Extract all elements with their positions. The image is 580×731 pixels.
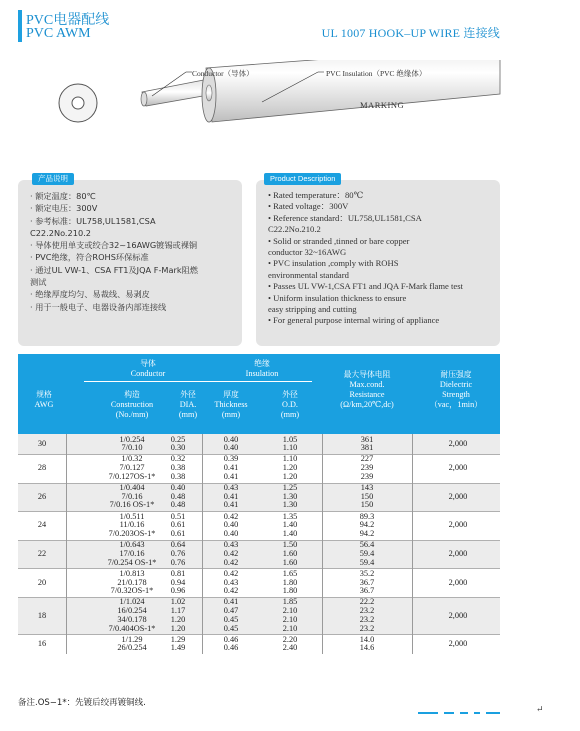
- wire-diagram: [0, 60, 580, 160]
- footnote: 备注.OS−1*：先镀后绞再镀铜线.: [18, 698, 146, 708]
- awg-cell: 22: [37, 549, 47, 558]
- construction-cell: 1/0.404: [119, 483, 145, 492]
- description-cn-list: [30, 190, 236, 313]
- resistance-cell: 56.4: [359, 540, 375, 550]
- thickness-cell: 0.42: [223, 568, 239, 578]
- dia-cell: 0.64: [170, 540, 186, 550]
- construction-cell: 17/0.16: [119, 548, 145, 558]
- dia-cell: 0.38: [170, 471, 186, 481]
- dielectric-strength-cell: 2,000: [448, 549, 468, 558]
- dielectric-strength-cell: 2,000: [448, 520, 468, 530]
- dielectric-strength-cell: 2,000: [448, 639, 468, 649]
- th-dia-cn: 外径: [180, 390, 196, 399]
- th-awg-en: AWG: [34, 400, 54, 409]
- thickness-cell: 0.42: [223, 586, 239, 596]
- th-thickness-en: Thickness: [214, 400, 248, 409]
- thickness-cell: 0.40: [223, 520, 239, 530]
- description-cn-item: · 用于一般电子、电器设备内部连接线: [30, 301, 167, 312]
- description-en-item: • For general purpose internal wiring of appliance: [268, 315, 440, 326]
- th-strength-en: Dielectric: [439, 380, 473, 389]
- description-cn-item: · 额定温度：80℃: [30, 191, 96, 201]
- awg-cell: 28: [37, 463, 47, 473]
- th-awg-cn: 规格: [36, 390, 52, 399]
- construction-cell: 1/0.254: [119, 434, 145, 444]
- thickness-cell: 0.40: [223, 443, 239, 453]
- resistance-cell: 35.2: [359, 568, 375, 578]
- od-cell: 1.20: [282, 463, 298, 473]
- spec-table-header: [18, 354, 500, 434]
- od-cell: 1.35: [282, 511, 298, 521]
- th-resistance-cn: 最大导体电阻: [343, 370, 391, 379]
- th-construction-cn: 构造: [124, 390, 140, 399]
- th-insulation-rule: [210, 381, 312, 382]
- thickness-cell: 0.39: [223, 454, 239, 464]
- resistance-cell: 23.2: [359, 614, 375, 624]
- dia-cell: 0.61: [170, 520, 186, 530]
- th-od-unit: (mm): [280, 410, 300, 419]
- description-cn-panel: [18, 174, 242, 346]
- dielectric-strength-cell: 2,000: [448, 463, 468, 473]
- construction-cell: 7/0.254 OS-1*: [107, 557, 157, 567]
- th-resistance-unit: (Ω/km,20℃,dc): [340, 400, 394, 409]
- construction-cell: 1/1.024: [119, 597, 145, 607]
- resistance-cell: 239: [360, 463, 374, 473]
- description-cn-item: · 绝缘厚度均匀、易裁线、易剥皮: [30, 289, 150, 300]
- description-en-item: • Uniform insulation thickness to ensure: [268, 292, 407, 303]
- thickness-cell: 0.41: [223, 500, 239, 510]
- od-cell: 2.10: [282, 623, 298, 633]
- description-en-item: • Rated voltage：300V: [268, 201, 349, 212]
- resistance-cell: 36.7: [359, 577, 375, 587]
- construction-cell: 7/0.32OS-1*: [110, 586, 154, 596]
- th-strength-unit: （vac，1min）: [429, 400, 483, 409]
- thickness-cell: 0.42: [223, 557, 239, 567]
- resistance-cell: 94.2: [359, 529, 375, 538]
- dia-cell: 1.49: [170, 643, 186, 653]
- th-insulation-cn: 绝缘: [254, 359, 270, 368]
- thickness-cell: 0.42: [223, 511, 239, 521]
- construction-cell: 1/1.29: [121, 634, 143, 644]
- od-cell: 1.60: [282, 548, 298, 558]
- description-en-item: environmental standard: [268, 269, 349, 280]
- resistance-cell: 143: [360, 483, 374, 492]
- thickness-cell: 0.43: [223, 540, 239, 550]
- conductor-label: Conductor（导体）: [192, 69, 254, 78]
- thickness-cell: 0.40: [223, 529, 239, 538]
- title-accent-bar: [18, 10, 22, 42]
- th-conductor-cn: 导体: [140, 359, 156, 368]
- construction-cell: 7/0.16: [121, 491, 143, 501]
- od-cell: 2.10: [282, 606, 298, 616]
- od-cell: 1.80: [282, 586, 298, 596]
- construction-cell: 1/0.643: [119, 540, 145, 550]
- resistance-cell: 22.2: [359, 597, 375, 607]
- construction-cell: 21/0.178: [117, 577, 147, 587]
- column-divider: [322, 434, 323, 654]
- dia-cell: 0.30: [170, 443, 186, 453]
- od-cell: 1.10: [282, 443, 298, 453]
- dielectric-strength-cell: 2,000: [448, 577, 468, 587]
- od-cell: 2.40: [282, 643, 298, 653]
- dia-cell: 0.40: [170, 483, 186, 492]
- th-conductor-rule: [84, 381, 212, 382]
- od-cell: 1.50: [282, 540, 298, 550]
- marking-label: MARKING: [360, 100, 405, 110]
- thickness-cell: 0.46: [223, 643, 239, 653]
- construction-cell: 16/0.254: [117, 606, 147, 616]
- od-cell: 1.80: [282, 577, 298, 587]
- construction-cell: 34/0.178: [117, 614, 147, 624]
- od-cell: 1.30: [282, 500, 298, 510]
- row-divider: [18, 454, 500, 455]
- construction-cell: 7/0.16 OS-1*: [109, 500, 155, 510]
- dia-cell: 1.17: [170, 606, 186, 616]
- thickness-cell: 0.41: [223, 463, 239, 473]
- construction-cell: 1/0.32: [121, 454, 143, 464]
- dia-cell: 1.02: [170, 597, 186, 607]
- resistance-cell: 227: [360, 454, 374, 464]
- od-cell: 2.10: [282, 614, 298, 624]
- construction-cell: 7/0.203OS-1*: [108, 529, 156, 538]
- awg-cell: 20: [37, 577, 47, 587]
- resistance-cell: 14.6: [359, 643, 375, 653]
- construction-cell: 7/0.10: [121, 443, 143, 453]
- row-divider: [18, 483, 500, 484]
- resistance-cell: 94.2: [359, 520, 375, 530]
- od-cell: 1.65: [282, 568, 298, 578]
- description-cn-item: · 通过UL VW-1、CSA FT1及JQA F-Mark阻燃: [30, 264, 198, 275]
- construction-cell: 26/0.254: [117, 643, 147, 653]
- description-en-item: C22.2No.210.2: [268, 224, 321, 235]
- description-en-item: • PVC insulation ,comply with ROHS: [268, 258, 399, 269]
- th-dia-unit: (mm): [178, 410, 198, 419]
- resistance-cell: 59.4: [359, 548, 375, 558]
- product-title: UL 1007 HOOK–UP WIRE 连接线: [321, 26, 500, 40]
- construction-cell: 7/0.127: [119, 463, 145, 473]
- th-resistance-en2: Resistance: [349, 390, 385, 399]
- resistance-cell: 23.2: [359, 606, 375, 616]
- resistance-cell: 14.0: [359, 634, 375, 644]
- awg-cell: 16: [37, 639, 47, 649]
- wire-illustration: [0, 60, 580, 160]
- resistance-cell: 361: [360, 434, 374, 444]
- th-od-en: O.D.: [282, 400, 298, 409]
- resistance-cell: 89.3: [359, 511, 375, 521]
- construction-cell: 11/0.16: [119, 520, 145, 530]
- od-cell: 1.60: [282, 557, 298, 567]
- od-cell: 1.25: [282, 483, 298, 492]
- description-cn-item: · 导体使用单支或绞合32~16AWG镀锡或裸铜: [30, 240, 198, 251]
- thickness-cell: 0.43: [223, 577, 239, 587]
- description-cn-item: 测试: [30, 277, 47, 288]
- resistance-cell: 59.4: [359, 557, 375, 567]
- insulation-label: PVC Insulation（PVC 绝缘体）: [326, 69, 427, 78]
- cross-section-conductor: [72, 97, 84, 109]
- dia-cell: 1.20: [170, 623, 186, 633]
- thickness-cell: 0.47: [223, 606, 239, 616]
- description-en-tag: Product Description: [264, 173, 341, 185]
- dia-cell: 0.76: [170, 557, 186, 567]
- column-divider: [66, 434, 67, 654]
- resistance-cell: 36.7: [359, 586, 375, 596]
- thickness-cell: 0.41: [223, 471, 239, 481]
- th-od-cn: 外径: [282, 390, 298, 399]
- thickness-cell: 0.46: [223, 634, 239, 644]
- resistance-cell: 239: [360, 471, 374, 481]
- description-en-list: [268, 190, 494, 327]
- description-cn-item: · 额定电压：300V: [30, 203, 98, 214]
- od-cell: 1.30: [282, 491, 298, 501]
- dielectric-strength-cell: 2,000: [448, 438, 468, 448]
- resistance-cell: 23.2: [359, 623, 375, 633]
- od-cell: 1.05: [282, 434, 298, 444]
- description-cn-item: · 参考标准：UL758,UL1581,CSA: [30, 215, 156, 226]
- thickness-cell: 0.41: [223, 597, 239, 607]
- column-divider: [412, 434, 413, 654]
- construction-cell: 7/0.127OS-1*: [108, 471, 156, 481]
- od-cell: 1.40: [282, 520, 298, 530]
- dia-cell: 0.81: [170, 568, 186, 578]
- description-en-item: • Reference standard：UL758,UL1581,CSA: [268, 212, 422, 223]
- description-en-panel: [256, 174, 500, 346]
- description-cn-item: C22.2No.210.2: [30, 227, 91, 238]
- awg-cell: 24: [37, 520, 47, 530]
- dia-cell: 0.76: [170, 548, 186, 558]
- od-cell: 1.10: [282, 454, 298, 464]
- thickness-cell: 0.42: [223, 548, 239, 558]
- th-strength-cn: 耐压强度: [440, 370, 472, 379]
- thickness-cell: 0.45: [223, 623, 239, 633]
- page-title-cn: PVC电器配线: [26, 13, 110, 28]
- construction-cell: 1/0.813: [119, 568, 145, 578]
- dia-cell: 1.20: [170, 614, 186, 624]
- description-en-item: easy stripping and cutting: [268, 304, 357, 315]
- thickness-cell: 0.45: [223, 614, 239, 624]
- od-cell: 2.20: [282, 634, 298, 644]
- dielectric-strength-cell: 2,000: [448, 491, 468, 501]
- description-en-item: • Rated temperature：80℃: [268, 190, 364, 200]
- row-divider: [18, 511, 500, 512]
- awg-cell: 30: [37, 438, 47, 448]
- thickness-cell: 0.41: [223, 491, 239, 501]
- row-divider: [18, 597, 500, 598]
- dia-cell: 1.29: [170, 634, 186, 644]
- th-dia-en: DIA.: [179, 400, 197, 409]
- description-en-item: conductor 32~16AWG: [268, 247, 347, 258]
- description-cn-item: · PVC绝缘，符合ROHS环保标准: [30, 252, 149, 263]
- th-insulation-en: Insulation: [245, 369, 279, 378]
- thickness-cell: 0.40: [223, 434, 239, 444]
- dia-cell: 0.25: [170, 434, 186, 444]
- thickness-cell: 0.43: [223, 483, 239, 492]
- dia-cell: 0.48: [170, 491, 186, 501]
- dia-cell: 0.61: [170, 529, 186, 538]
- row-divider: [18, 540, 500, 541]
- description-en-item: • Passes UL VW-1,CSA FT1 and JQA F-Mark flame test: [268, 281, 463, 292]
- awg-cell: 26: [37, 491, 47, 501]
- dia-cell: 0.51: [170, 511, 186, 521]
- construction-cell: 1/0.511: [119, 511, 145, 521]
- construction-cell: 7/0.404OS-1*: [108, 623, 156, 633]
- dia-cell: 0.48: [170, 500, 186, 510]
- spec-table-body: [18, 434, 500, 689]
- page-title-en: PVC AWM: [26, 26, 91, 41]
- resistance-cell: 381: [360, 443, 374, 453]
- dia-cell: 0.38: [170, 463, 186, 473]
- th-thickness-unit: (mm): [221, 410, 241, 419]
- column-divider: [202, 434, 203, 654]
- resistance-cell: 150: [360, 500, 374, 510]
- row-divider: [18, 568, 500, 569]
- dia-cell: 0.94: [170, 577, 186, 587]
- th-construction-en: Construction: [110, 400, 154, 409]
- description-en-item: • Solid or stranded ,tinned or bare copper: [268, 235, 410, 246]
- th-conductor-en: Conductor: [130, 369, 166, 378]
- od-cell: 1.40: [282, 529, 298, 538]
- dielectric-strength-cell: 2,000: [448, 610, 468, 620]
- th-strength-en2: Strength: [442, 390, 470, 399]
- row-divider: [18, 634, 500, 635]
- od-cell: 1.20: [282, 471, 298, 481]
- dia-cell: 0.32: [170, 454, 186, 464]
- th-construction-unit: (No./mm): [115, 410, 149, 419]
- resistance-cell: 150: [360, 491, 374, 501]
- od-cell: 1.85: [282, 597, 298, 607]
- description-cn-tag: 产品说明: [32, 173, 74, 185]
- th-thickness-cn: 厚度: [223, 390, 239, 399]
- return-mark: ↵: [536, 704, 544, 714]
- dia-cell: 0.96: [170, 586, 186, 596]
- awg-cell: 18: [37, 610, 47, 620]
- th-resistance-en: Max.cond.: [349, 380, 385, 389]
